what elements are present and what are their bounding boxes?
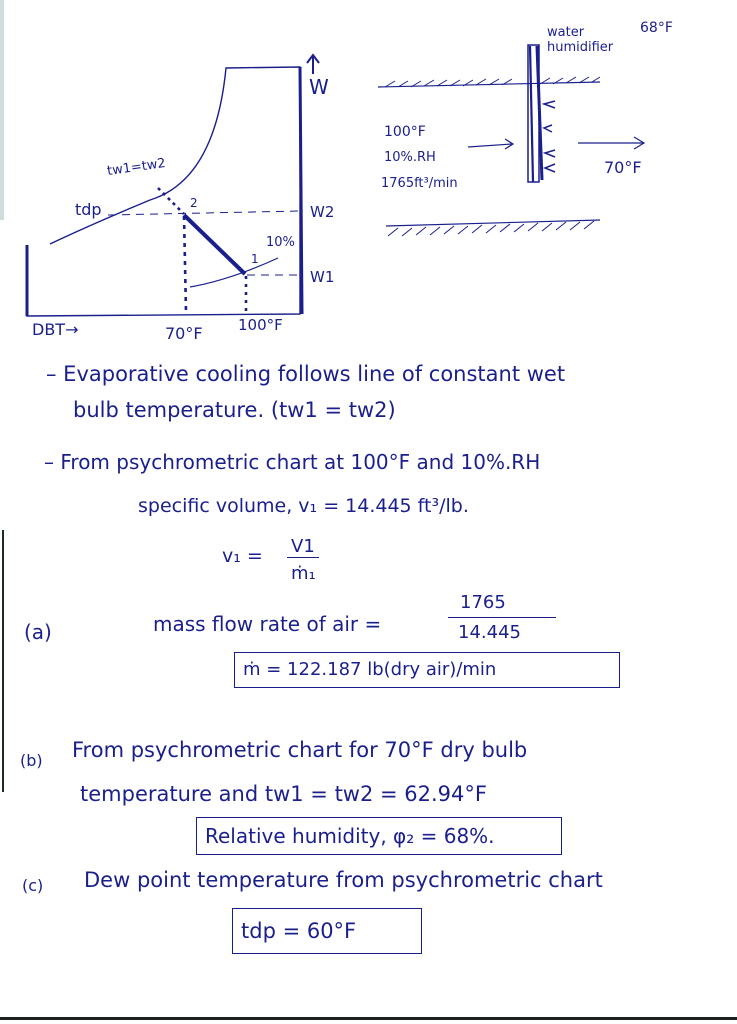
humidifier-label: humidifier	[547, 40, 614, 55]
wet-bulb-label: tw1=tw2	[106, 155, 167, 180]
mass-flow-text: mass flow rate of air =	[153, 612, 382, 636]
formula-denominator: ṁ₁	[291, 563, 316, 584]
state-point-1: 1	[251, 252, 259, 266]
mass-flow-denominator: 14.445	[458, 622, 521, 643]
part-b-line-1: From psychrometric chart for 70°F dry bulb	[72, 738, 528, 762]
inlet-temperature: 100°F	[384, 124, 426, 140]
part-a-label: (a)	[24, 620, 52, 644]
part-c-label: (c)	[22, 876, 44, 895]
dew-point-label: tdp	[75, 200, 102, 219]
part-b-label: (b)	[20, 751, 43, 770]
note-line-3: – From psychrometric chart at 100°F and 10%.RH	[44, 450, 541, 474]
w-axis-label: W	[309, 75, 329, 99]
t2-dbt-label: 70°F	[165, 324, 203, 343]
state-point-2: 2	[190, 196, 198, 210]
dbt-axis-label: DBT→	[32, 320, 79, 339]
outlet-temperature: 70°F	[604, 158, 642, 177]
w2-label: W2	[310, 203, 335, 221]
t1-dbt-label: 100°F	[238, 316, 283, 334]
rh-curve-label: 10%	[266, 235, 295, 250]
inlet-relative-humidity: 10%.RH	[384, 150, 436, 165]
part-b-line-2: temperature and tw1 = tw2 = 62.94°F	[80, 782, 487, 806]
page-bottom-rule	[0, 1017, 737, 1020]
mass-flow-numerator: 1765	[460, 592, 506, 613]
formula-numerator: V1	[287, 536, 319, 558]
relative-humidity-answer: Relative humidity, φ₂ = 68%.	[205, 824, 495, 848]
inlet-volume-flow: 1765ft³/min	[381, 176, 458, 191]
dew-point-answer-box	[232, 908, 422, 954]
note-line-2: bulb temperature. (tw1 = tw2)	[73, 398, 396, 422]
water-temperature: 68°F	[640, 20, 673, 36]
fraction-bar	[448, 617, 556, 618]
specific-volume-formula-lhs: v₁ =	[222, 545, 263, 567]
humidifier-label-water: water	[547, 25, 585, 40]
mass-flow-answer-box	[234, 652, 620, 688]
page-left-rule	[2, 530, 4, 792]
dew-point-answer: tdp = 60°F	[241, 919, 357, 943]
w1-label: W1	[310, 268, 335, 286]
note-line-4: specific volume, v₁ = 14.445 ft³/lb.	[138, 495, 469, 517]
mass-flow-answer: ṁ = 122.187 lb(dry air)/min	[243, 659, 497, 680]
psychrometric-sketch-drawing	[0, 0, 737, 360]
note-line-1: – Evaporative cooling follows line of constant wet	[46, 362, 566, 386]
relative-humidity-answer-box	[196, 817, 562, 855]
part-c-line-1: Dew point temperature from psychrometric chart	[84, 868, 603, 892]
